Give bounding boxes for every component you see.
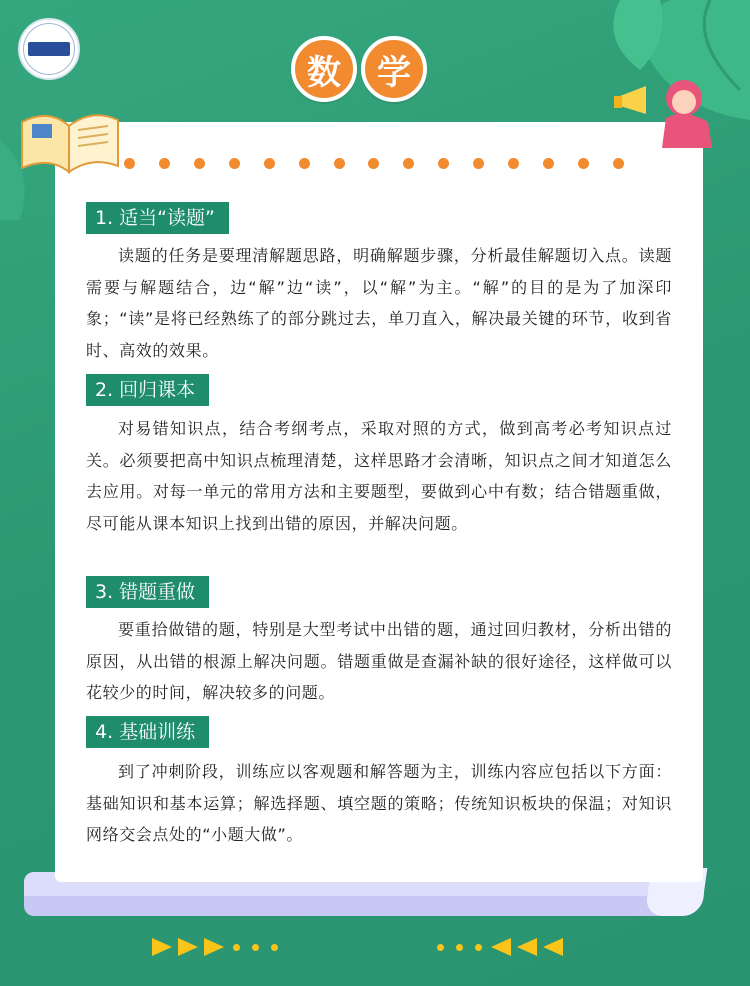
divider-dot	[508, 158, 519, 169]
divider-dot	[334, 158, 345, 169]
section-body: 对易错知识点，结合考纲考点，采取对照的方式，做到高考必考知识点过关。必须要把高中知识点梳理清楚，这样思路才会清晰，知识点之间才知道怎么去应用。对每一单元的常用方法和主要题型，要做到心中有数；结合错题重做，尽可能从课本知识上找到出错的原因，并解决问题。	[86, 419, 672, 533]
title-char: 数	[291, 36, 357, 102]
divider-dot	[473, 158, 484, 169]
divider-dot	[264, 158, 275, 169]
arrow-right-icon	[204, 938, 224, 956]
yellow-dot	[437, 944, 444, 951]
title-char: 学	[361, 36, 427, 102]
section-body: 读题的任务是要理清解题思路，明确解题步骤，分析最佳解题切入点。读题需要与解题结合，边“解”边“读”，以“解”为主。“解”的目的是为了加深印象；“读”是将已经熟练了的部分跳过去，单刀直入，解决最关键的环节，收到省时、高效的效果。	[86, 246, 672, 360]
divider-dot	[543, 158, 554, 169]
school-logo-icon	[18, 18, 80, 80]
divider-dot	[403, 158, 414, 169]
divider-dot	[578, 158, 589, 169]
divider-dot	[438, 158, 449, 169]
yellow-dot	[475, 944, 482, 951]
section-heading: 3. 错题重做	[86, 576, 209, 608]
arrow-right-icon	[152, 938, 172, 956]
arrow-group-right	[434, 934, 563, 960]
yellow-dot	[456, 944, 463, 951]
arrow-group-left	[152, 934, 281, 960]
section-body: 要重拾做错的题，特别是大型考试中出错的题，通过回归教材，分析出错的原因，从出错的根源上解决问题。错题重做是查漏补缺的很好途径，这样做可以花较少的时间，解决较多的问题。	[86, 620, 672, 702]
logo-emblem	[28, 42, 70, 56]
divider-dot	[613, 158, 624, 169]
section-heading: 2. 回归课本	[86, 374, 209, 406]
divider-dot	[194, 158, 205, 169]
arrow-left-icon	[543, 938, 563, 956]
section-heading: 4. 基础训练	[86, 716, 209, 748]
open-book-icon	[14, 100, 124, 180]
divider-dot	[124, 158, 135, 169]
arrow-right-icon	[178, 938, 198, 956]
dot-divider	[124, 158, 624, 170]
yellow-dot	[233, 944, 240, 951]
megaphone-girl-icon	[612, 78, 722, 148]
page-title	[291, 36, 461, 106]
section-heading: 1. 适当“读题”	[86, 202, 229, 234]
divider-dot	[299, 158, 310, 169]
divider-dot	[368, 158, 379, 169]
arrow-left-icon	[491, 938, 511, 956]
divider-dot	[229, 158, 240, 169]
yellow-dot	[252, 944, 259, 951]
arrow-left-icon	[517, 938, 537, 956]
divider-dot	[159, 158, 170, 169]
yellow-dot	[271, 944, 278, 951]
section-body: 到了冲刺阶段，训练应以客观题和解答题为主，训练内容应包括以下方面：基础知识和基本运算；解选择题、填空题的策略；传统知识板块的保温；对知识网络交会点处的“小题大做”。	[86, 762, 672, 844]
